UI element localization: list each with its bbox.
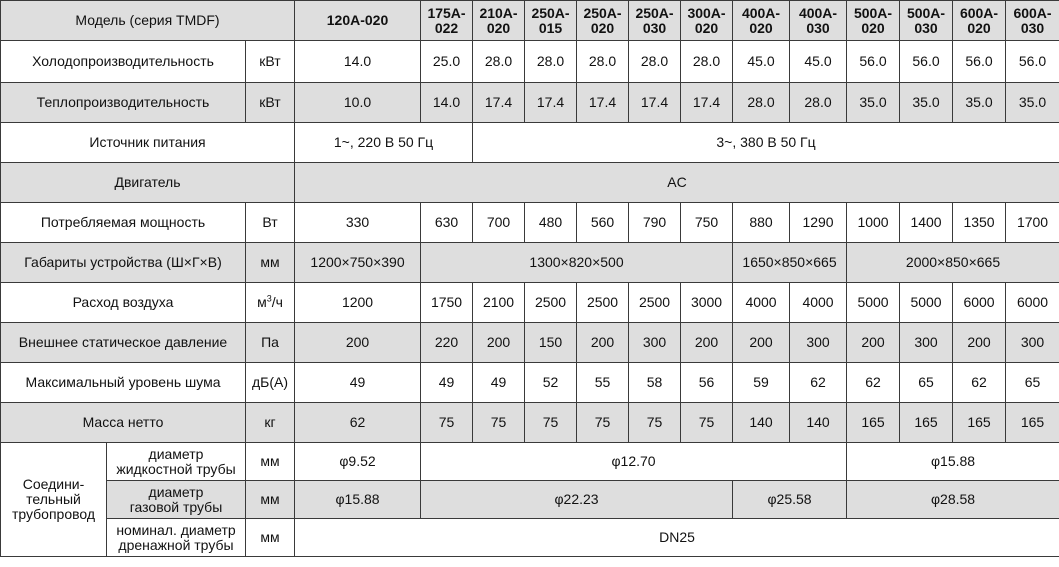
unit-cell: кг [246, 403, 295, 443]
value-cell: 4000 [790, 283, 847, 323]
model-name-line1: 300A- [687, 4, 726, 21]
value-cell: 560 [577, 203, 629, 243]
value-cell: 1350 [953, 203, 1006, 243]
value-cell: 49 [295, 363, 421, 403]
unit-cell: дБ(А) [246, 363, 295, 403]
value-cell: 480 [525, 203, 577, 243]
value-cell: 750 [681, 203, 733, 243]
value-cell: 56.0 [900, 41, 953, 83]
row-label: Максимальный уровень шума [1, 363, 246, 403]
value-cell: φ28.58 [847, 481, 1059, 519]
row-label-line1: диаметр [148, 483, 204, 500]
value-cell: 300 [790, 323, 847, 363]
value-cell: 56 [681, 363, 733, 403]
model-header-cell [733, 1, 790, 41]
model-name-line2: 020 [694, 19, 719, 36]
unit-cell [246, 283, 295, 323]
model-series-label: Модель (серия TMDF) [1, 1, 295, 41]
airflow-row [1, 283, 1059, 323]
value-cell: DN25 [295, 519, 1059, 557]
value-cell: 4000 [733, 283, 790, 323]
value-cell: AC [295, 163, 1059, 203]
value-cell: 165 [900, 403, 953, 443]
value-cell: φ25.58 [733, 481, 847, 519]
model-header-cell [473, 1, 525, 41]
value-cell: 300 [629, 323, 681, 363]
value-cell: 28.0 [577, 41, 629, 83]
motor-row [1, 163, 1059, 203]
value-cell: 75 [473, 403, 525, 443]
model-name-line2: 030 [642, 19, 667, 36]
value-cell: 58 [629, 363, 681, 403]
value-cell: 10.0 [295, 83, 421, 123]
value-cell: 140 [733, 403, 790, 443]
power-input-row [1, 203, 1059, 243]
value-cell: 2000×850×665 [847, 243, 1059, 283]
value-cell: 65 [1006, 363, 1059, 403]
model-name-line2: 030 [1020, 19, 1045, 36]
row-label: Двигатель [1, 163, 295, 203]
value-cell: 2100 [473, 283, 525, 323]
value-cell: 17.4 [681, 83, 733, 123]
model-name-line1: 500A- [853, 4, 893, 21]
unit-superscript: 3 [266, 293, 272, 304]
value-cell: φ12.70 [421, 443, 847, 481]
static-pressure-row [1, 323, 1059, 363]
unit-base: м [257, 294, 267, 310]
value-cell: 2500 [629, 283, 681, 323]
model-name-line1: 500A- [906, 4, 946, 21]
value-cell: 52 [525, 363, 577, 403]
piping-label-line2: тельный [26, 491, 81, 507]
value-cell: 5000 [900, 283, 953, 323]
value-cell: 1400 [900, 203, 953, 243]
value-cell: 165 [953, 403, 1006, 443]
row-label: Теплопроизводительность [1, 83, 246, 123]
piping-label-line1: Соедини- [22, 476, 85, 492]
value-cell: 330 [295, 203, 421, 243]
value-cell: 35.0 [900, 83, 953, 123]
cooling-capacity-row [1, 41, 1059, 83]
value-cell: 75 [681, 403, 733, 443]
model-name-line1: 210A- [479, 4, 518, 21]
net-weight-row [1, 403, 1059, 443]
value-cell: 49 [421, 363, 473, 403]
piping-label-line3: трубопровод [11, 506, 96, 522]
value-cell: 2500 [525, 283, 577, 323]
value-cell: 56.0 [847, 41, 900, 83]
value-cell: 700 [473, 203, 525, 243]
value-cell: 55 [577, 363, 629, 403]
liquid-pipe-row [1, 443, 1059, 481]
value-cell: 140 [790, 403, 847, 443]
model-name-line2: 015 [538, 19, 563, 36]
value-cell: 200 [953, 323, 1006, 363]
value-cell: 1200 [295, 283, 421, 323]
value-cell: 1~, 220 В 50 Гц [295, 123, 473, 163]
value-cell: 17.4 [525, 83, 577, 123]
row-label [107, 481, 246, 519]
value-cell: 1200×750×390 [295, 243, 421, 283]
unit-cell: мм [246, 519, 295, 557]
value-cell: 59 [733, 363, 790, 403]
value-cell: 1000 [847, 203, 900, 243]
value-cell: 56.0 [1006, 41, 1059, 83]
row-label-line1: диаметр [148, 445, 204, 462]
value-cell: 35.0 [1006, 83, 1059, 123]
model-header-cell [421, 1, 473, 41]
model-name-line2: 020 [590, 19, 615, 36]
value-cell: 75 [525, 403, 577, 443]
model-header-cell [900, 1, 953, 41]
value-cell: 14.0 [295, 41, 421, 83]
value-cell: 1700 [1006, 203, 1059, 243]
model-header-cell [953, 1, 1006, 41]
value-cell: 3~, 380 В 50 Гц [473, 123, 1059, 163]
value-cell: 1650×850×665 [733, 243, 847, 283]
value-cell: 200 [847, 323, 900, 363]
value-cell: 790 [629, 203, 681, 243]
model-header-cell [629, 1, 681, 41]
row-label: Масса нетто [1, 403, 246, 443]
piping-group-label [1, 443, 107, 557]
value-cell: 200 [577, 323, 629, 363]
row-label: Расход воздуха [1, 283, 246, 323]
row-label: Холодопроизводительность [1, 41, 246, 83]
unit-cell: Вт [246, 203, 295, 243]
model-header-cell [790, 1, 847, 41]
value-cell: 28.0 [681, 41, 733, 83]
value-cell: 75 [421, 403, 473, 443]
value-cell: 17.4 [577, 83, 629, 123]
value-cell: 75 [629, 403, 681, 443]
value-cell: φ9.52 [295, 443, 421, 481]
value-cell: 25.0 [421, 41, 473, 83]
value-cell: 2500 [577, 283, 629, 323]
value-cell: 880 [733, 203, 790, 243]
value-cell: 35.0 [953, 83, 1006, 123]
power-supply-row [1, 123, 1059, 163]
model-name-line2: 020 [967, 19, 991, 36]
unit-cell: мм [246, 243, 295, 283]
model-name-line1: 400A- [798, 4, 838, 21]
value-cell: 200 [733, 323, 790, 363]
unit-tail: /ч [271, 294, 283, 310]
row-label-line2: дренажной трубы [118, 536, 234, 553]
value-cell: 62 [953, 363, 1006, 403]
model-header-cell [525, 1, 577, 41]
model-name-line2: 022 [434, 19, 459, 36]
header-row [1, 1, 1059, 41]
value-cell: 1750 [421, 283, 473, 323]
value-cell: 75 [577, 403, 629, 443]
value-cell: 220 [421, 323, 473, 363]
value-cell: 28.0 [790, 83, 847, 123]
value-cell: 17.4 [473, 83, 525, 123]
row-label: Габариты устройства (Ш×Г×В) [1, 243, 246, 283]
model-name-line2: 030 [806, 19, 830, 36]
row-label: Потребляемая мощность [1, 203, 246, 243]
value-cell: 65 [900, 363, 953, 403]
model-name-line1: 250A- [635, 4, 674, 21]
model-name-line1: 600A- [959, 4, 999, 21]
value-cell: 1290 [790, 203, 847, 243]
row-label-line2: жидкостной трубы [116, 460, 236, 477]
model-name: 120A-020 [326, 12, 389, 28]
drain-pipe-row [1, 519, 1059, 557]
model-name-line1: 175A- [427, 4, 466, 21]
unit-cell: мм [246, 443, 295, 481]
value-cell: 165 [1006, 403, 1059, 443]
dimensions-row [1, 243, 1059, 283]
model-header-cell [577, 1, 629, 41]
value-cell: 630 [421, 203, 473, 243]
value-cell: 150 [525, 323, 577, 363]
unit-cell: кВт [246, 41, 295, 83]
value-cell: 6000 [953, 283, 1006, 323]
unit-cell: кВт [246, 83, 295, 123]
value-cell: 45.0 [733, 41, 790, 83]
model-name-line1: 600A- [1013, 4, 1052, 21]
unit-cell: мм [246, 481, 295, 519]
value-cell: φ15.88 [847, 443, 1059, 481]
value-cell: φ22.23 [421, 481, 733, 519]
row-label: Источник питания [1, 123, 295, 163]
model-name-line1: 400A- [741, 4, 781, 21]
gas-pipe-row [1, 481, 1059, 519]
value-cell: 17.4 [629, 83, 681, 123]
value-cell: 300 [1006, 323, 1059, 363]
model-header-cell [847, 1, 900, 41]
value-cell: 35.0 [847, 83, 900, 123]
value-cell: 200 [473, 323, 525, 363]
row-label [107, 443, 246, 481]
value-cell: 14.0 [421, 83, 473, 123]
value-cell: 28.0 [733, 83, 790, 123]
model-header-cell [295, 1, 421, 41]
value-cell: 6000 [1006, 283, 1059, 323]
noise-level-row [1, 363, 1059, 403]
model-header-cell [1006, 1, 1059, 41]
value-cell: 5000 [847, 283, 900, 323]
unit-cell: Па [246, 323, 295, 363]
value-cell: 165 [847, 403, 900, 443]
value-cell: 62 [790, 363, 847, 403]
row-label-line2: газовой трубы [129, 498, 223, 515]
value-cell: 28.0 [473, 41, 525, 83]
model-name-line2: 020 [486, 19, 511, 36]
value-cell: 62 [295, 403, 421, 443]
model-name-line1: 250A- [583, 4, 622, 21]
value-cell: 200 [295, 323, 421, 363]
model-name-line2: 020 [749, 19, 773, 36]
value-cell: 200 [681, 323, 733, 363]
value-cell: 300 [900, 323, 953, 363]
heating-capacity-row [1, 83, 1059, 123]
value-cell: 28.0 [525, 41, 577, 83]
value-cell: 62 [847, 363, 900, 403]
value-cell: 28.0 [629, 41, 681, 83]
model-name-line2: 030 [914, 19, 938, 36]
value-cell: 45.0 [790, 41, 847, 83]
row-label [107, 519, 246, 557]
value-cell: 1300×820×500 [421, 243, 733, 283]
value-cell: 49 [473, 363, 525, 403]
model-name-line1: 250A- [531, 4, 570, 21]
model-name-line2: 020 [861, 19, 885, 36]
value-cell: 3000 [681, 283, 733, 323]
model-header-cell [681, 1, 733, 41]
row-label-line1: номинал. диаметр [116, 521, 236, 538]
value-cell: 56.0 [953, 41, 1006, 83]
row-label: Внешнее статическое давление [1, 323, 246, 363]
value-cell: φ15.88 [295, 481, 421, 519]
